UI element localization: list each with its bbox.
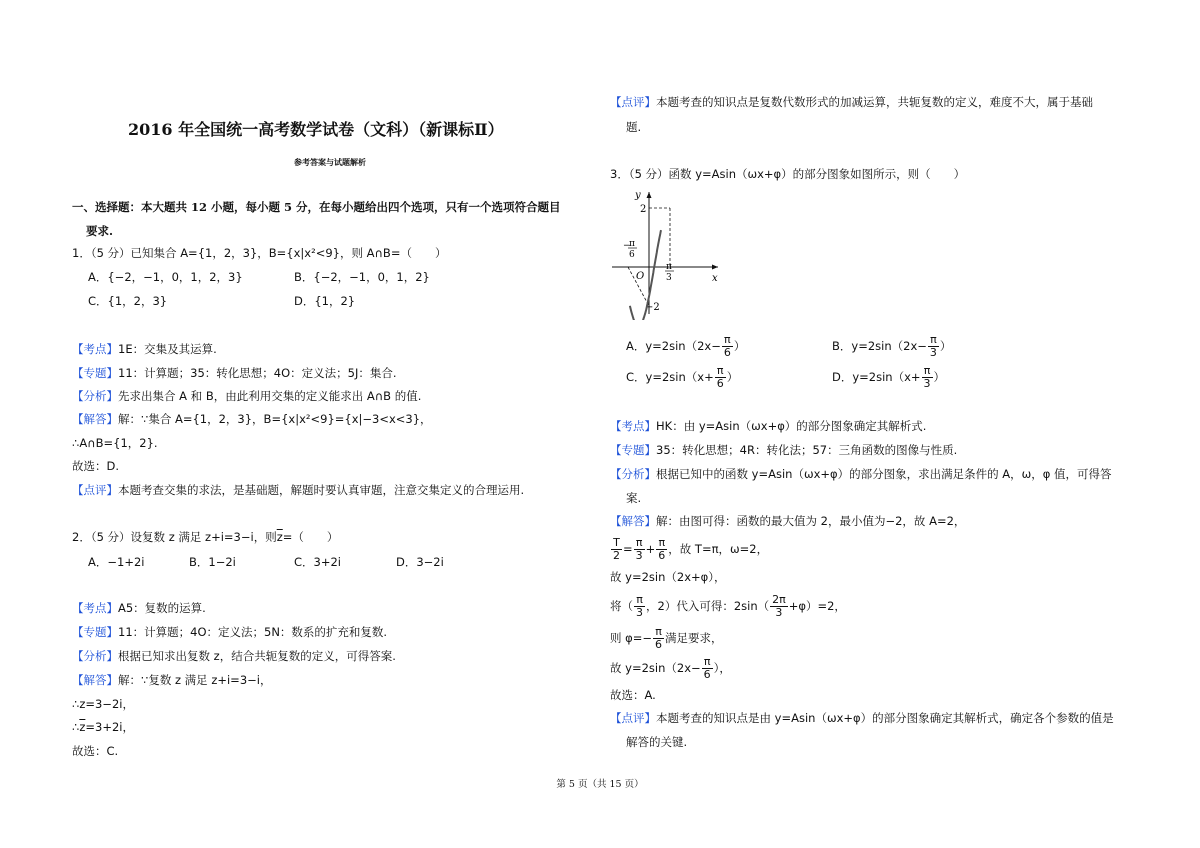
q1-answer: 故选：D. xyxy=(72,459,120,473)
q2-zhuanti: 【专题】11：计算题；4O：定义法；5N：数系的扩充和复数. xyxy=(72,625,388,639)
q2-answer: 故选：C. xyxy=(72,744,119,758)
q3-solution-phi: 则 φ=− $\frac{\pi}{6}$ 满足要求， xyxy=(610,625,723,651)
q2-solution-conj: $\therefore\overline{z}=3+2i$， xyxy=(72,720,134,734)
q2-fenxi: 【分析】根据已知求出复数 z，结合共轭复数的定义，可得答案. xyxy=(72,649,396,663)
neg-pi-six-den: 6 xyxy=(629,250,635,260)
q3-option-d: D．y=2sin（x+ $\frac{\pi}{3}$ ） xyxy=(832,364,946,390)
q2-option-d: D．3−2i xyxy=(396,555,444,569)
q2-solution-line: ∴z=3−2i， xyxy=(72,697,134,711)
page-footer: 第 5 页（共 15 页） xyxy=(556,779,644,790)
q2-stem: 2．（5 分）设复数 z 满足 z+i=3−i，则$\overline{z}=$（ ） xyxy=(72,530,339,544)
q3-zhuanti: 【专题】35：转化思想；4R：转化法；57：三角函数的图像与性质. xyxy=(610,443,958,457)
q3-kaodian: 【考点】HK：由 y=Asin（ωx+φ）的部分图象确定其解析式. xyxy=(610,419,927,433)
q2-option-c: C．3+2i xyxy=(294,555,341,569)
q3-option-a: A．y=2sin（2x− $\frac{\pi}{6}$ ） xyxy=(626,333,746,359)
y-axis-arrow xyxy=(647,192,652,198)
origin-label: O xyxy=(636,271,645,282)
q2-jieda: 【解答】解：∵复数 z 满足 z+i=3−i， xyxy=(72,673,272,687)
q2-option-b: B．1−2i xyxy=(189,555,236,569)
x-axis-label: x xyxy=(712,273,718,284)
q3-fenxi-cont: 案. xyxy=(626,491,642,505)
pi-three-num: π xyxy=(666,262,672,272)
q2-kaodian: 【考点】A5：复数的运算. xyxy=(72,601,206,615)
q3-option-c: C．y=2sin（x+ $\frac{\pi}{6}$ ） xyxy=(626,364,739,390)
pi-three-den: 3 xyxy=(666,273,672,283)
q3-solution-substitute: 将（ $\frac{\pi}{3}$ ，2）代入可得：2sin（ $\frac{2\pi}{3}$ +φ）=2， xyxy=(610,593,846,619)
tag-zhuanti: 【专题】 xyxy=(72,366,118,380)
q3-solution-result: 故 y=2sin（2x− $\frac{\pi}{6}$ ）， xyxy=(610,655,731,681)
q3-answer: 故选：A. xyxy=(610,688,656,702)
q1-solution-line: ∴A∩B={1，2}. xyxy=(72,436,158,450)
q3-dianping-cont: 解答的关键. xyxy=(626,735,688,749)
q1-option-d: D．{1，2} xyxy=(294,294,356,308)
tag-kaodian: 【考点】 xyxy=(72,342,118,356)
q1-option-c: C．{1，2，3} xyxy=(88,294,168,308)
neg-pi-six-num: π xyxy=(629,239,635,249)
q1-dianping: 【点评】本题考查交集的求法，是基础题，解题时要认真审题，注意交集定义的合理运用. xyxy=(72,483,525,497)
q1-kaodian: 【考点】1E：交集及其运算. xyxy=(72,342,217,356)
section-heading: 一、选择题：本大题共 12 小题，每小题 5 分，在每小题给出四个选项，只有一个选项符合题目 xyxy=(72,200,561,214)
q3-solution-period: $\frac{T}{2}$ = $\frac{\pi}{3}$ + $\frac{\pi}{6}$ ，故 T=π，ω=2， xyxy=(613,536,769,562)
q3-dianping: 【点评】本题考查的知识点是由 y=Asin（ωx+φ）的部分图象确定其解析式，确定各个参数的值是 xyxy=(610,711,1114,725)
q3-jieda: 【解答】解：由图可得：函数的最大值为 2，最小值为−2，故 A=2， xyxy=(610,514,966,528)
q2-option-a: A．−1+2i xyxy=(88,555,145,569)
q3-stem: 3．（5 分）函数 y=Asin（ωx+φ）的部分图象如图所示，则（ ） xyxy=(610,167,966,181)
q3-function-graph xyxy=(610,186,730,320)
q1-fenxi: 【分析】先求出集合 A 和 B，由此利用交集的定义能求出 A∩B 的值. xyxy=(72,389,422,403)
q2-dianping-cont: 题. xyxy=(626,120,642,134)
neg-pi-six-sign: − xyxy=(623,241,631,251)
tag-jieda: 【解答】 xyxy=(72,412,118,426)
q3-option-b: B．y=2sin（2x− $\frac{\pi}{3}$ ） xyxy=(832,333,952,359)
q2-dianping: 【点评】本题考查的知识点是复数代数形式的加减运算，共轭复数的定义，难度不大，属于基础 xyxy=(610,95,1093,109)
q3-fenxi: 【分析】根据已知中的函数 y=Asin（ωx+φ）的部分图象，求出满足条件的 A，ω，φ 值，可得答 xyxy=(610,467,1112,481)
page-subtitle: 参考答案与试题解析 xyxy=(294,157,366,167)
y-axis-label: y xyxy=(635,190,641,201)
x-axis-arrow xyxy=(712,265,718,270)
q1-jieda: 【解答】解：∵集合 A={1，2，3}，B={x|x²<9}={x|−3<x<3}， xyxy=(72,412,432,426)
page-title: 2016 年全国统一高考数学试卷（文科）（新课标Ⅱ） xyxy=(128,120,504,139)
tag-dianping: 【点评】 xyxy=(72,483,118,497)
q1-option-b: B．{−2，−1，0，1，2} xyxy=(294,270,430,284)
q1-zhuanti: 【专题】11：计算题；35：转化思想；4O：定义法；5J：集合. xyxy=(72,366,397,380)
q3-solution-form: 故 y=2sin（2x+φ）， xyxy=(610,570,726,584)
tag-fenxi: 【分析】 xyxy=(72,389,118,403)
section-heading-cont: 要求. xyxy=(86,224,114,238)
ymax-label: 2 xyxy=(640,204,647,215)
q1-option-a: A．{−2，−1，0，1，2，3} xyxy=(88,270,243,284)
q1-stem: 1．（5 分）已知集合 A={1，2，3}，B={x|x²<9}，则 A∩B=（ ） xyxy=(72,246,447,260)
ymin-label: −2 xyxy=(645,302,660,313)
